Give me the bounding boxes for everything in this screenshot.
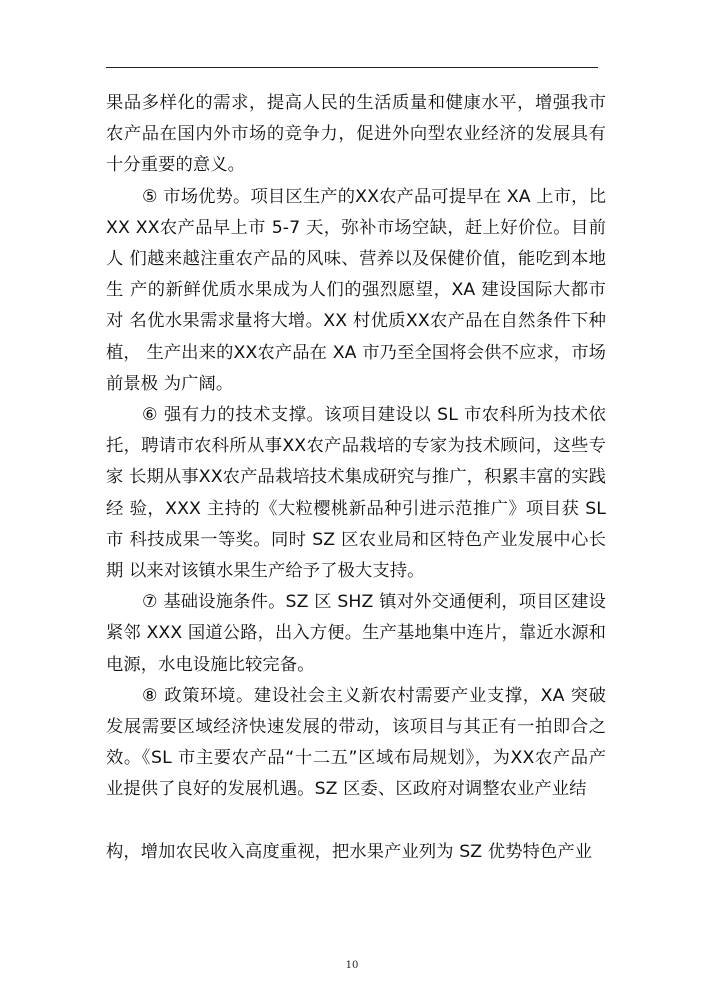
- header-rule: [106, 67, 598, 68]
- paragraph-market-advantage: ⑤ 市场优势。项目区生产的XX农产品可提早在 XA 上市，比 XX XX农产品早上市 5-7 天，弥补市场空缺，赶上好价位。目前人 们越来越注重农产品的风味、营养以及保健价值，能吃到本地生 产的新鲜优质水果成为人们的强烈愿望，XA 建设国际大都市对 名优水果需求量将大增。XX 村优质XX农产品在自然条件下种植， 生产出来的XX农产品在 XA 市乃至全国将会供不应求，市场前景极 为广阔。: [106, 186, 606, 394]
- paragraph-continued-structure: 构，增加农民收入高度重视，把水果产业列为 SZ 优势特色产业: [106, 841, 593, 862]
- page-body: [106, 88, 606, 868]
- paragraph-policy-environment: ⑧ 政策环境。建设社会主义新农村需要产业支撑，XA 突破发展需要区域经济快速发展的带动，该项目与其正有一拍即合之效。《SL 市主要农产品“十二五”区域布局规划》，为XX农产品产 业提供了良好的发展机遇。SZ 区委、区政府对调整农业产业结: [106, 685, 606, 800]
- paragraph-technical-support: ⑥ 强有力的技术支撑。该项目建设以 SL 市农科所为技术依托，聘请市农科所从事XX农产品栽培的专家为技术顾问，这些专家 长期从事XX农产品栽培技术集成研究与推广，积累丰富的实践经 验，XXX 主持的《大粒樱桃新品种引进示范推广》项目获 SL 市 科技成果一等奖。同时 SZ 区农业局和区特色产业发展中心长期 以来对该镇水果生产给予了极大支持。: [106, 405, 606, 582]
- paragraph-continued-intro: 果品多样化的需求，提高人民的生活质量和健康水平，增强我市农产品在国内外市场的竞争力，促进外向型农业经济的发展具有十分重要的意义。: [106, 93, 606, 176]
- paragraph-infrastructure: ⑦ 基础设施条件。SZ 区 SHZ 镇对外交通便利，项目区建设紧邻 XXX 国道公路，出入方便。生产基地集中连片，靠近水源和电源，水电设施比较完备。: [106, 592, 606, 675]
- page-number: 10: [345, 960, 359, 971]
